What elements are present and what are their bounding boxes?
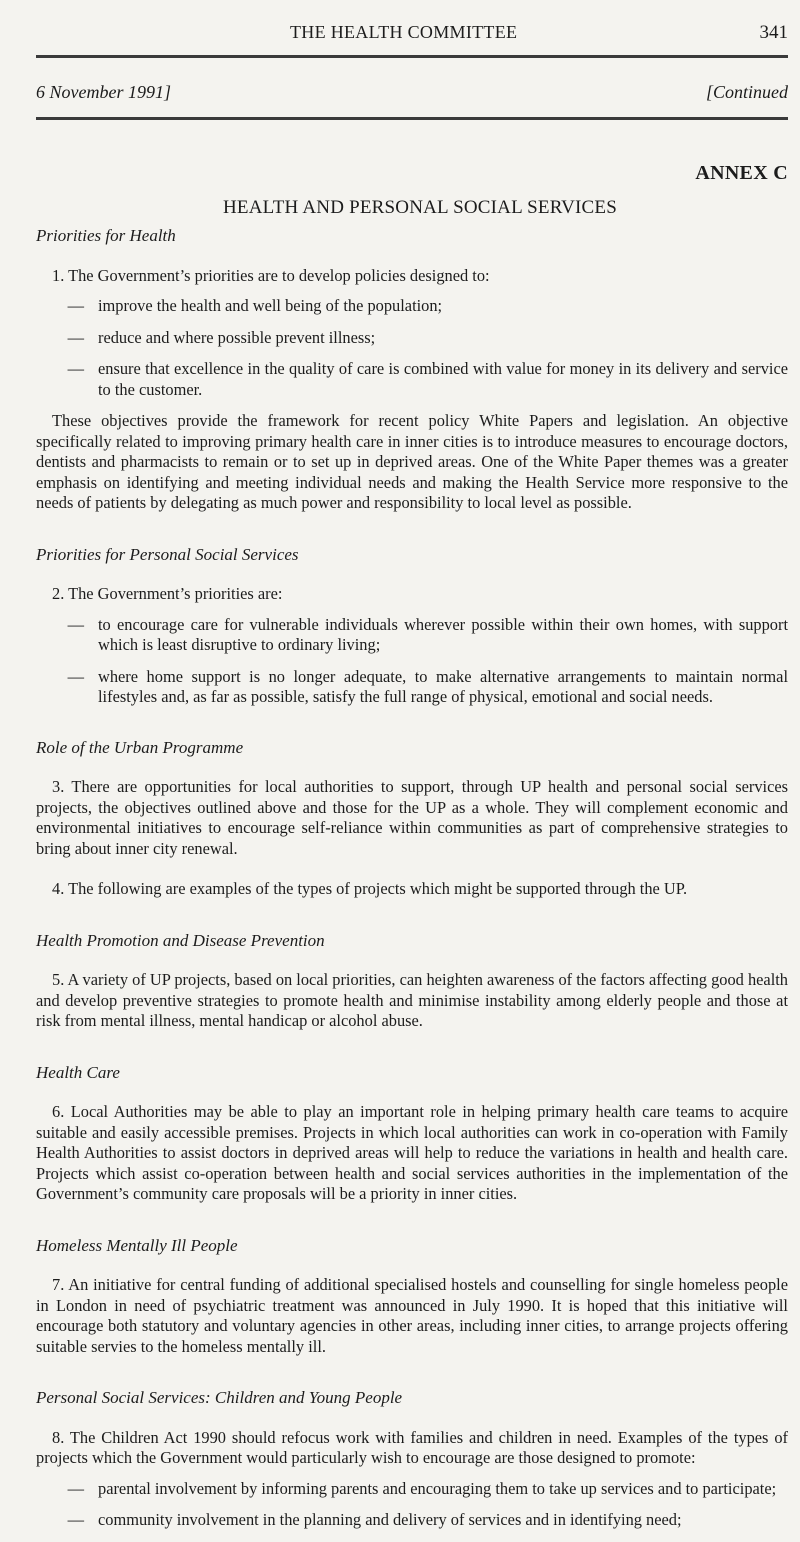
page-number: 341 <box>759 22 788 43</box>
dash-marker: — <box>67 1510 84 1529</box>
list-item-text: where home support is no longer adequate, to make alternative arrangements to maintain normal lifestyles and, as far as possible, satisfy the full range of physical, emotional and social needs. <box>98 666 788 706</box>
running-title: THE HEALTH COMMITTEE <box>290 22 518 42</box>
document-body <box>36 226 788 1542</box>
section-heading: Homeless Mentally Ill People <box>36 1235 238 1255</box>
section-heading: Role of the Urban Programme <box>36 737 244 757</box>
running-head <box>36 22 788 48</box>
list-item <box>36 328 788 349</box>
paragraph: 7. An initiative for central funding of additional specialised hostels and counselling for single homeless people in London in need of psychiatric treatment was announced in July 1990. It is hoped that this initiative will encourage both statutory and voluntary agencies in other areas, including inner cities, to arrange projects offering suitable servies to the homeless mentally ill. <box>36 1275 788 1356</box>
paragraph: 2. The Government’s priorities are: <box>52 584 283 603</box>
list-item-text: ensure that excellence in the quality of care is combined with value for money in its delivery and service to the customer. <box>98 359 788 399</box>
date: 6 November 1991] <box>36 82 171 102</box>
section-heading: Priorities for Health <box>36 226 176 245</box>
list-item-text: improve the health and well being of the population; <box>98 296 443 315</box>
paragraph: 8. The Children Act 1990 should refocus work with families and children in need. Examples of the types of projects which the Government would particularly wish to encourage are those designed to promote: <box>36 1427 788 1467</box>
section-heading: Priorities for Personal Social Services <box>36 544 299 564</box>
paragraph: 5. A variety of UP projects, based on local priorities, can heighten awareness of the factors affecting good health and develop preventive strategies to promote health and minimise instability among elderly people and those at risk from mental illness, mental handicap or alcohol abuse. <box>36 970 788 1030</box>
paragraph: These objectives provide the framework for recent policy White Papers and legislation. An objective specifically related to improving primary health care in inner cities is to introduce measures to encourage doctors, dentists and pharmacists to remain or to set up in deprived areas. One of the White Paper themes was a greater emphasis on identifying and meeting individual needs and making the Health Service more responsive to the needs of patients by delegating as much power and responsibility to local level as possible. <box>36 411 788 512</box>
paragraph: 6. Local Authorities may be able to play an important role in helping primary health care teams to acquire suitable and easily accessible premises. Projects in which local authorities can work in co-operation with Family Health Authorities to assist doctors in deprived areas will help to reduce the variations in health and health care. Projects which assist co-operation between health and social services authorities in the implementation of the Government’s community care proposals will be a priority in inner cities. <box>36 1102 788 1203</box>
dateline <box>36 82 788 106</box>
section-heading: Personal Social Services: Children and Young People <box>36 1388 403 1407</box>
paragraph: 3. There are opportunities for local authorities to support, through UP health and personal social services projects, the objectives outlined above and those for the UP as a whole. They will complement economic and environmental initiatives to encourage self-reliance within communities as part of comprehensive strategies to bring about inner city renewal. <box>36 777 788 858</box>
list-item <box>36 359 788 400</box>
list-item-text: parental involvement by informing parents and encouraging them to take up services and to participate; <box>98 1478 777 1498</box>
header-rule-bottom <box>36 117 788 120</box>
dash-marker: — <box>67 614 84 634</box>
header-rule-top <box>36 55 788 58</box>
page-title: HEALTH AND PERSONAL SOCIAL SERVICES <box>223 197 617 218</box>
list-item <box>36 1510 788 1531</box>
paragraph: 1. The Government’s priorities are to develop policies designed to: <box>52 265 490 285</box>
list-item <box>36 615 788 656</box>
list-item <box>36 296 788 317</box>
list-item-text: to encourage care for vulnerable individuals wherever possible within their own homes, with support which is least disruptive to ordinary living; <box>98 614 788 654</box>
dash-marker: — <box>67 327 84 347</box>
dash-marker: — <box>67 359 84 378</box>
section-heading: Health Care <box>36 1062 120 1082</box>
continued-label: [Continued <box>705 82 788 102</box>
list-item-text: reduce and where possible prevent illness; <box>98 327 376 347</box>
dash-marker: — <box>67 666 84 686</box>
dash-marker: — <box>67 296 84 315</box>
list-item <box>36 1479 788 1500</box>
dash-marker: — <box>67 1478 84 1498</box>
section-heading: Health Promotion and Disease Prevention <box>36 930 325 950</box>
list-item-text: community involvement in the planning and delivery of services and in identifying need; <box>98 1510 682 1529</box>
annex-label: ANNEX C <box>695 162 788 184</box>
list-item <box>36 667 788 708</box>
paragraph: 4. The following are examples of the types of projects which might be supported through the UP. <box>52 879 688 898</box>
